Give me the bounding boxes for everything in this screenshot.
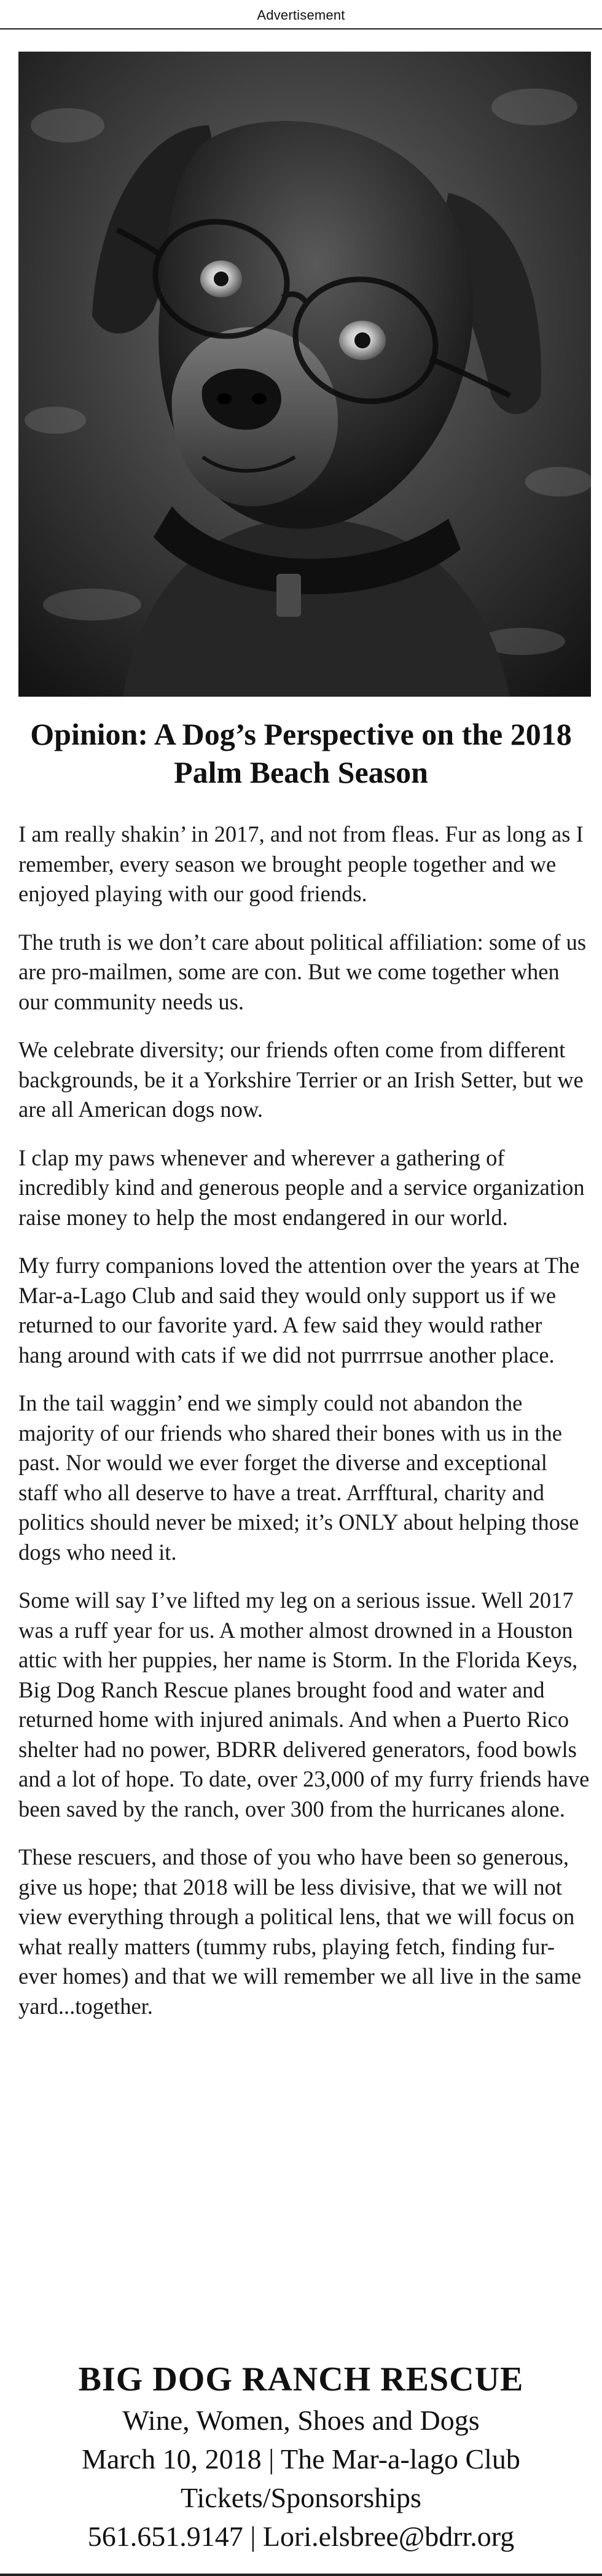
- article-paragraph-4: I clap my paws whenever and wherever a gathering of incredibly kind and generous people and a service organization raise money to help the most endangered in our world.: [18, 1145, 585, 1230]
- event-date-venue: March 10, 2018 | The Mar-a-lago Club: [82, 2443, 520, 2475]
- article-paragraph-8: These rescuers, and those of you who have been so generous, give us hope; that 2018 will be less divisive, that we will not view everything through a political lens, that we will focus on what really matters (tummy rubs, playing fetch, finding fur-ever homes) and that we will remember we all live in the same yard...together.: [18, 1844, 582, 2019]
- top-divider: [0, 28, 602, 29]
- article-paragraph-7: Some will say I’ve lifted my leg on a serious issue. Well 2017 was a ruff year for us. A mother almost drowned in a Houston attic with her puppies, her name is Storm. In the Florida Keys, Big Dog Ranch Rescue planes brought food and water and returned home with injured animals. And when a Puerto Rico shelter had no power, BDRR delivered generators, food bowls and a lot of hope. To date, over 23,000 of my furry friends have been saved by the ranch, over 300 from the hurricanes alone.: [18, 1587, 590, 1822]
- dog-with-glasses-photo: [18, 52, 591, 697]
- article-body: [18, 820, 590, 2040]
- article-paragraph-5: My furry companions loved the attention over the years at The Mar-a-Lago Club and said they would only support us if we returned to our favorite yard. A few said they would rather hang around with cats if we did not purrrrsue another place.: [18, 1253, 580, 1368]
- organization-name: BIG DOG RANCH RESCUE: [78, 2360, 524, 2398]
- dog-illustration: [18, 52, 591, 697]
- article-paragraph-3: We celebrate diversity; our friends often come from different backgrounds, be it a Yorkshire Terrier or an Irish Setter, but we are all American dogs now.: [18, 1037, 584, 1122]
- advertisement-label: Advertisement: [257, 7, 345, 23]
- contact-info[interactable]: 561.651.9147 | Lori.elsbree@bdrr.org: [87, 2521, 515, 2552]
- event-footer: [0, 2358, 602, 2556]
- tickets-label: Tickets/Sponsorships: [181, 2482, 421, 2513]
- article-headline: Opinion: A Dog’s Perspective on the 2018 Palm Beach Season: [30, 717, 572, 789]
- event-title: Wine, Women, Shoes and Dogs: [122, 2405, 480, 2436]
- article-paragraph-2: The truth is we don’t care about political affiliation: some of us are pro-mailmen, some are con. But we come together when our community needs us.: [18, 929, 587, 1014]
- article-paragraph-6: In the tail waggin’ end we simply could not abandon the majority of our friends who shared their bones with us in the past. Nor would we ever forget the diverse and exceptional staff who all deserve to have a treat. Arrfftural, charity and politics should never be mixed; it’s ONLY about helping those dogs who need it.: [18, 1390, 579, 1565]
- article-paragraph-1: I am really shakin’ in 2017, and not from fleas. Fur as long as I remember, every season we brought people together and we enjoyed playing with our good friends.: [18, 821, 584, 906]
- bottom-divider: [0, 2574, 602, 2576]
